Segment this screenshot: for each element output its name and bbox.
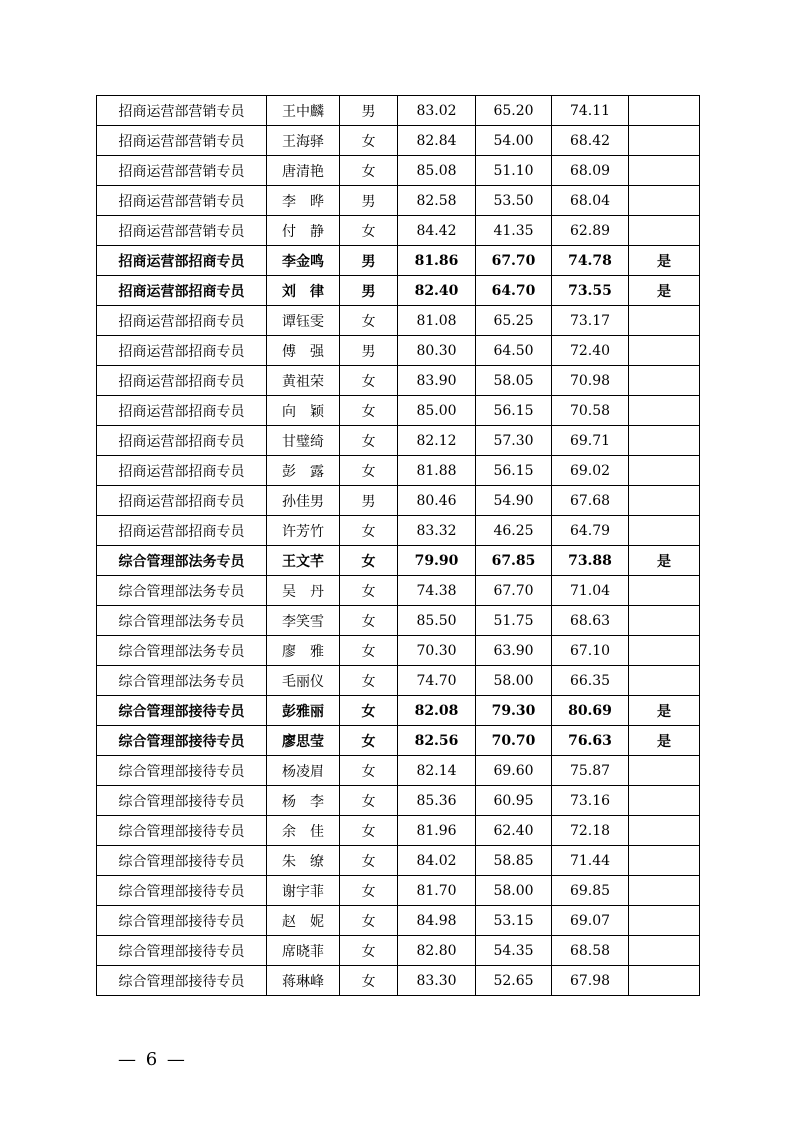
name-cell: 唐清艳 — [267, 156, 340, 186]
table-row — [97, 456, 700, 486]
selected-cell — [629, 306, 700, 336]
selected-cell — [629, 186, 700, 216]
selected-cell — [629, 96, 700, 126]
score1-cell: 70.30 — [398, 636, 476, 666]
table-row — [97, 96, 700, 126]
score1-cell: 79.90 — [398, 546, 476, 576]
name-cell: 王中麟 — [267, 96, 340, 126]
score1-cell: 82.56 — [398, 726, 476, 756]
score1-cell: 83.90 — [398, 366, 476, 396]
score1-cell: 85.50 — [398, 606, 476, 636]
table-row — [97, 756, 700, 786]
total-score-cell: 68.58 — [552, 936, 629, 966]
table-row — [97, 636, 700, 666]
position-cell: 招商运营部招商专员 — [97, 516, 267, 546]
selected-cell — [629, 576, 700, 606]
table-row — [97, 576, 700, 606]
total-score-cell: 76.63 — [552, 726, 629, 756]
name-cell: 吴 丹 — [267, 576, 340, 606]
score1-cell: 81.70 — [398, 876, 476, 906]
gender-cell: 女 — [340, 156, 398, 186]
gender-cell: 女 — [340, 726, 398, 756]
table-row — [97, 876, 700, 906]
gender-cell: 女 — [340, 456, 398, 486]
selected-cell — [629, 126, 700, 156]
table-row — [97, 696, 700, 726]
position-cell: 综合管理部接待专员 — [97, 846, 267, 876]
gender-cell: 女 — [340, 816, 398, 846]
score2-cell: 63.90 — [476, 636, 552, 666]
score1-cell: 81.88 — [398, 456, 476, 486]
selected-cell — [629, 966, 700, 996]
total-score-cell: 72.40 — [552, 336, 629, 366]
total-score-cell: 68.63 — [552, 606, 629, 636]
table-row — [97, 246, 700, 276]
position-cell: 综合管理部接待专员 — [97, 906, 267, 936]
table-row — [97, 216, 700, 246]
total-score-cell: 72.18 — [552, 816, 629, 846]
selected-cell — [629, 786, 700, 816]
score1-cell: 80.30 — [398, 336, 476, 366]
name-cell: 向 颖 — [267, 396, 340, 426]
score2-cell: 70.70 — [476, 726, 552, 756]
total-score-cell: 66.35 — [552, 666, 629, 696]
results-table — [96, 95, 700, 996]
name-cell: 席晓菲 — [267, 936, 340, 966]
name-cell: 毛丽仪 — [267, 666, 340, 696]
position-cell: 招商运营部招商专员 — [97, 456, 267, 486]
gender-cell: 女 — [340, 666, 398, 696]
score2-cell: 79.30 — [476, 696, 552, 726]
total-score-cell: 70.58 — [552, 396, 629, 426]
name-cell: 廖思莹 — [267, 726, 340, 756]
score2-cell: 51.75 — [476, 606, 552, 636]
name-cell: 谢宇菲 — [267, 876, 340, 906]
score2-cell: 58.00 — [476, 876, 552, 906]
table-row — [97, 306, 700, 336]
table-row — [97, 126, 700, 156]
name-cell: 王海驿 — [267, 126, 340, 156]
gender-cell: 男 — [340, 186, 398, 216]
gender-cell: 女 — [340, 756, 398, 786]
total-score-cell: 68.09 — [552, 156, 629, 186]
table-row — [97, 366, 700, 396]
score1-cell: 82.84 — [398, 126, 476, 156]
name-cell: 许芳竹 — [267, 516, 340, 546]
position-cell: 综合管理部法务专员 — [97, 636, 267, 666]
score2-cell: 41.35 — [476, 216, 552, 246]
score1-cell: 83.30 — [398, 966, 476, 996]
selected-cell — [629, 516, 700, 546]
selected-cell — [629, 876, 700, 906]
score1-cell: 82.80 — [398, 936, 476, 966]
selected-cell — [629, 156, 700, 186]
name-cell: 廖 雅 — [267, 636, 340, 666]
total-score-cell: 69.85 — [552, 876, 629, 906]
total-score-cell: 75.87 — [552, 756, 629, 786]
gender-cell: 女 — [340, 696, 398, 726]
score1-cell: 82.08 — [398, 696, 476, 726]
selected-cell — [629, 666, 700, 696]
table-row — [97, 186, 700, 216]
total-score-cell: 62.89 — [552, 216, 629, 246]
total-score-cell: 68.04 — [552, 186, 629, 216]
position-cell: 招商运营部招商专员 — [97, 336, 267, 366]
score2-cell: 54.00 — [476, 126, 552, 156]
score1-cell: 81.86 — [398, 246, 476, 276]
gender-cell: 女 — [340, 846, 398, 876]
name-cell: 李 晔 — [267, 186, 340, 216]
score2-cell: 67.85 — [476, 546, 552, 576]
name-cell: 朱 缭 — [267, 846, 340, 876]
position-cell: 综合管理部法务专员 — [97, 546, 267, 576]
position-cell: 招商运营部营销专员 — [97, 216, 267, 246]
score1-cell: 80.46 — [398, 486, 476, 516]
name-cell: 黄祖荣 — [267, 366, 340, 396]
score2-cell: 58.05 — [476, 366, 552, 396]
gender-cell: 女 — [340, 786, 398, 816]
table-row — [97, 516, 700, 546]
table-row — [97, 906, 700, 936]
name-cell: 甘璧绮 — [267, 426, 340, 456]
table-row — [97, 966, 700, 996]
selected-cell — [629, 456, 700, 486]
name-cell: 杨 李 — [267, 786, 340, 816]
table-row — [97, 396, 700, 426]
position-cell: 招商运营部招商专员 — [97, 276, 267, 306]
score1-cell: 81.08 — [398, 306, 476, 336]
score1-cell: 74.38 — [398, 576, 476, 606]
total-score-cell: 70.98 — [552, 366, 629, 396]
table-row — [97, 546, 700, 576]
position-cell: 综合管理部接待专员 — [97, 696, 267, 726]
gender-cell: 女 — [340, 126, 398, 156]
score2-cell: 65.25 — [476, 306, 552, 336]
table-row — [97, 276, 700, 306]
gender-cell: 男 — [340, 276, 398, 306]
selected-cell: 是 — [629, 276, 700, 306]
position-cell: 招商运营部营销专员 — [97, 96, 267, 126]
position-cell: 综合管理部接待专员 — [97, 756, 267, 786]
gender-cell: 女 — [340, 876, 398, 906]
score2-cell: 54.90 — [476, 486, 552, 516]
name-cell: 李笑雪 — [267, 606, 340, 636]
position-cell: 招商运营部招商专员 — [97, 366, 267, 396]
name-cell: 彭雅丽 — [267, 696, 340, 726]
total-score-cell: 71.04 — [552, 576, 629, 606]
total-score-cell: 68.42 — [552, 126, 629, 156]
selected-cell — [629, 486, 700, 516]
score2-cell: 58.85 — [476, 846, 552, 876]
total-score-cell: 67.98 — [552, 966, 629, 996]
score2-cell: 58.00 — [476, 666, 552, 696]
table-row — [97, 846, 700, 876]
position-cell: 招商运营部招商专员 — [97, 396, 267, 426]
gender-cell: 女 — [340, 516, 398, 546]
gender-cell: 女 — [340, 576, 398, 606]
score2-cell: 54.35 — [476, 936, 552, 966]
selected-cell — [629, 906, 700, 936]
score1-cell: 84.42 — [398, 216, 476, 246]
gender-cell: 女 — [340, 606, 398, 636]
name-cell: 付 静 — [267, 216, 340, 246]
score2-cell: 65.20 — [476, 96, 552, 126]
total-score-cell: 67.10 — [552, 636, 629, 666]
name-cell: 蒋琳峰 — [267, 966, 340, 996]
gender-cell: 女 — [340, 306, 398, 336]
gender-cell: 男 — [340, 486, 398, 516]
score2-cell: 56.15 — [476, 456, 552, 486]
selected-cell — [629, 846, 700, 876]
table-row — [97, 666, 700, 696]
score1-cell: 85.00 — [398, 396, 476, 426]
gender-cell: 男 — [340, 336, 398, 366]
selected-cell: 是 — [629, 546, 700, 576]
name-cell: 王文芊 — [267, 546, 340, 576]
table-row — [97, 336, 700, 366]
score1-cell: 82.12 — [398, 426, 476, 456]
position-cell: 综合管理部接待专员 — [97, 936, 267, 966]
selected-cell: 是 — [629, 246, 700, 276]
selected-cell — [629, 936, 700, 966]
selected-cell: 是 — [629, 726, 700, 756]
score2-cell: 46.25 — [476, 516, 552, 546]
gender-cell: 女 — [340, 936, 398, 966]
selected-cell — [629, 606, 700, 636]
position-cell: 综合管理部接待专员 — [97, 816, 267, 846]
selected-cell — [629, 336, 700, 366]
position-cell: 综合管理部法务专员 — [97, 666, 267, 696]
position-cell: 招商运营部招商专员 — [97, 426, 267, 456]
total-score-cell: 73.16 — [552, 786, 629, 816]
table-row — [97, 426, 700, 456]
selected-cell — [629, 366, 700, 396]
total-score-cell: 74.78 — [552, 246, 629, 276]
gender-cell: 女 — [340, 636, 398, 666]
score2-cell: 53.50 — [476, 186, 552, 216]
name-cell: 杨凌眉 — [267, 756, 340, 786]
position-cell: 招商运营部营销专员 — [97, 156, 267, 186]
total-score-cell: 73.17 — [552, 306, 629, 336]
position-cell: 综合管理部法务专员 — [97, 576, 267, 606]
total-score-cell: 71.44 — [552, 846, 629, 876]
score1-cell: 83.02 — [398, 96, 476, 126]
score1-cell: 84.02 — [398, 846, 476, 876]
score1-cell: 85.36 — [398, 786, 476, 816]
gender-cell: 女 — [340, 546, 398, 576]
score1-cell: 83.32 — [398, 516, 476, 546]
total-score-cell: 69.02 — [552, 456, 629, 486]
page-number: — 6 — — [118, 1049, 187, 1070]
score1-cell: 84.98 — [398, 906, 476, 936]
gender-cell: 女 — [340, 396, 398, 426]
gender-cell: 男 — [340, 96, 398, 126]
position-cell: 招商运营部招商专员 — [97, 246, 267, 276]
name-cell: 赵 妮 — [267, 906, 340, 936]
position-cell: 综合管理部法务专员 — [97, 606, 267, 636]
score2-cell: 67.70 — [476, 576, 552, 606]
score1-cell: 82.58 — [398, 186, 476, 216]
selected-cell — [629, 756, 700, 786]
score1-cell: 85.08 — [398, 156, 476, 186]
table-row — [97, 936, 700, 966]
table-row — [97, 606, 700, 636]
name-cell: 刘 律 — [267, 276, 340, 306]
gender-cell: 女 — [340, 906, 398, 936]
position-cell: 招商运营部营销专员 — [97, 126, 267, 156]
selected-cell — [629, 216, 700, 246]
gender-cell: 女 — [340, 426, 398, 456]
name-cell: 谭钰雯 — [267, 306, 340, 336]
total-score-cell: 69.07 — [552, 906, 629, 936]
name-cell: 余 佳 — [267, 816, 340, 846]
score2-cell: 52.65 — [476, 966, 552, 996]
table-row — [97, 156, 700, 186]
total-score-cell: 73.88 — [552, 546, 629, 576]
score2-cell: 51.10 — [476, 156, 552, 186]
name-cell: 彭 露 — [267, 456, 340, 486]
table-row — [97, 786, 700, 816]
position-cell: 招商运营部招商专员 — [97, 306, 267, 336]
selected-cell — [629, 396, 700, 426]
selected-cell: 是 — [629, 696, 700, 726]
gender-cell: 女 — [340, 966, 398, 996]
score1-cell: 74.70 — [398, 666, 476, 696]
score2-cell: 56.15 — [476, 396, 552, 426]
score2-cell: 64.50 — [476, 336, 552, 366]
selected-cell — [629, 426, 700, 456]
score2-cell: 69.60 — [476, 756, 552, 786]
position-cell: 招商运营部营销专员 — [97, 186, 267, 216]
name-cell: 傅 强 — [267, 336, 340, 366]
selected-cell — [629, 816, 700, 846]
score2-cell: 67.70 — [476, 246, 552, 276]
total-score-cell: 80.69 — [552, 696, 629, 726]
total-score-cell: 67.68 — [552, 486, 629, 516]
name-cell: 李金鸣 — [267, 246, 340, 276]
total-score-cell: 73.55 — [552, 276, 629, 306]
gender-cell: 女 — [340, 216, 398, 246]
score1-cell: 82.14 — [398, 756, 476, 786]
position-cell: 综合管理部接待专员 — [97, 876, 267, 906]
selected-cell — [629, 636, 700, 666]
gender-cell: 女 — [340, 366, 398, 396]
results-table-body — [97, 96, 700, 996]
position-cell: 综合管理部接待专员 — [97, 786, 267, 816]
score2-cell: 60.95 — [476, 786, 552, 816]
score2-cell: 62.40 — [476, 816, 552, 846]
score1-cell: 82.40 — [398, 276, 476, 306]
gender-cell: 男 — [340, 246, 398, 276]
score2-cell: 64.70 — [476, 276, 552, 306]
total-score-cell: 69.71 — [552, 426, 629, 456]
score2-cell: 53.15 — [476, 906, 552, 936]
table-row — [97, 816, 700, 846]
score1-cell: 81.96 — [398, 816, 476, 846]
score2-cell: 57.30 — [476, 426, 552, 456]
position-cell: 招商运营部招商专员 — [97, 486, 267, 516]
name-cell: 孙佳男 — [267, 486, 340, 516]
total-score-cell: 74.11 — [552, 96, 629, 126]
position-cell: 综合管理部接待专员 — [97, 966, 267, 996]
table-row — [97, 726, 700, 756]
position-cell: 综合管理部接待专员 — [97, 726, 267, 756]
table-row — [97, 486, 700, 516]
total-score-cell: 64.79 — [552, 516, 629, 546]
